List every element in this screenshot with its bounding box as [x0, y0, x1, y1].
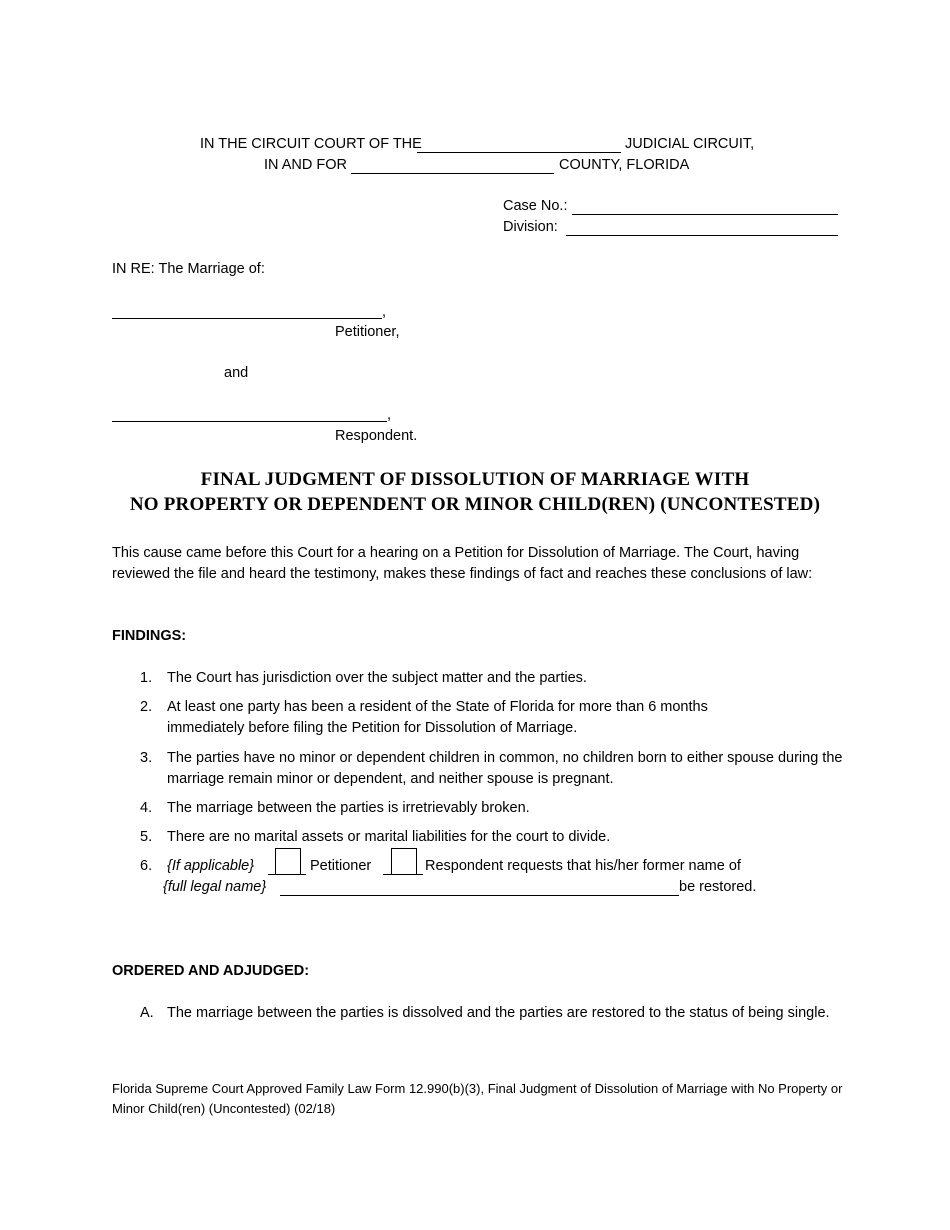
full-legal-name-label: {full legal name} [163, 879, 267, 895]
petitioner-label: Petitioner, [335, 324, 400, 340]
county-label: COUNTY, FLORIDA [559, 157, 690, 173]
finding-number: 2. [140, 699, 153, 715]
if-applicable-label: {If applicable} [167, 858, 255, 874]
petitioner-checkbox[interactable] [275, 848, 301, 875]
case-number-label: Case No.: [503, 198, 568, 214]
finding-number: 1. [140, 670, 153, 686]
be-restored-label: be restored. [679, 879, 757, 895]
order-text: The marriage between the parties is dissolved and the parties are restored to the status of being single. [167, 1005, 830, 1021]
finding-text: There are no marital assets or marital liabilities for the court to divide. [167, 829, 611, 845]
petitioner-option-label: Petitioner [310, 858, 372, 874]
and-label: and [224, 365, 249, 381]
order-letter: A. [140, 1005, 154, 1021]
finding-text: The marriage between the parties is irretrievably broken. [167, 800, 530, 816]
division-blank[interactable] [566, 235, 838, 236]
judicial-circuit-label: JUDICIAL CIRCUIT, [625, 136, 755, 152]
judicial-circuit-blank[interactable] [417, 152, 621, 153]
finding-number: 5. [140, 829, 153, 845]
finding-number: 3. [140, 750, 153, 766]
respondent-option-label: Respondent requests that his/her former name of [425, 858, 741, 874]
ordered-heading: ORDERED AND ADJUDGED: [112, 963, 310, 979]
petitioner-name-blank[interactable] [112, 318, 382, 319]
case-number-blank[interactable] [572, 214, 838, 215]
finding-text: The parties have no minor or dependent children in common, no children born to either spouse during the marriage remain minor or dependent, and neither spouse is pregnant. [167, 750, 843, 787]
in-re-label: IN RE: The Marriage of: [112, 261, 265, 277]
document-title-line1: FINAL JUDGMENT OF DISSOLUTION OF MARRIAGE WITH [200, 469, 750, 490]
respondent-label: Respondent. [335, 428, 418, 444]
finding-number: 6. [140, 858, 153, 874]
document-title-line2: NO PROPERTY OR DEPENDENT OR MINOR CHILD(REN) (UNCONTESTED) [129, 494, 821, 515]
in-and-for-label: IN AND FOR [264, 157, 347, 173]
division-label: Division: [503, 219, 558, 235]
respondent-checkbox[interactable] [391, 848, 417, 875]
finding-text: At least one party has been a resident of the State of Florida for more than 6 months immediately before filing the Petition for Dissolution of Marriage. [167, 699, 708, 736]
petitioner-comma: , [382, 304, 387, 320]
findings-heading: FINDINGS: [112, 628, 187, 644]
finding-text: The Court has jurisdiction over the subject matter and the parties. [167, 670, 587, 686]
finding-number: 4. [140, 800, 153, 816]
court-header-label: IN THE CIRCUIT COURT OF THE [200, 136, 422, 152]
county-blank[interactable] [351, 173, 554, 174]
intro-paragraph: This cause came before this Court for a hearing on a Petition for Dissolution of Marriage. The Court, having reviewed the file and heard the testimony, makes these findings of fact and reaches these conclusions of law: [112, 545, 813, 582]
respondent-name-blank[interactable] [112, 421, 387, 422]
respondent-comma: , [387, 407, 392, 423]
former-name-blank[interactable] [280, 895, 679, 896]
form-footer: Florida Supreme Court Approved Family Law Form 12.990(b)(3), Final Judgment of Dissolution of Marriage with No Property or Minor Child(ren) (Uncontested) (02/18) [112, 1081, 843, 1116]
